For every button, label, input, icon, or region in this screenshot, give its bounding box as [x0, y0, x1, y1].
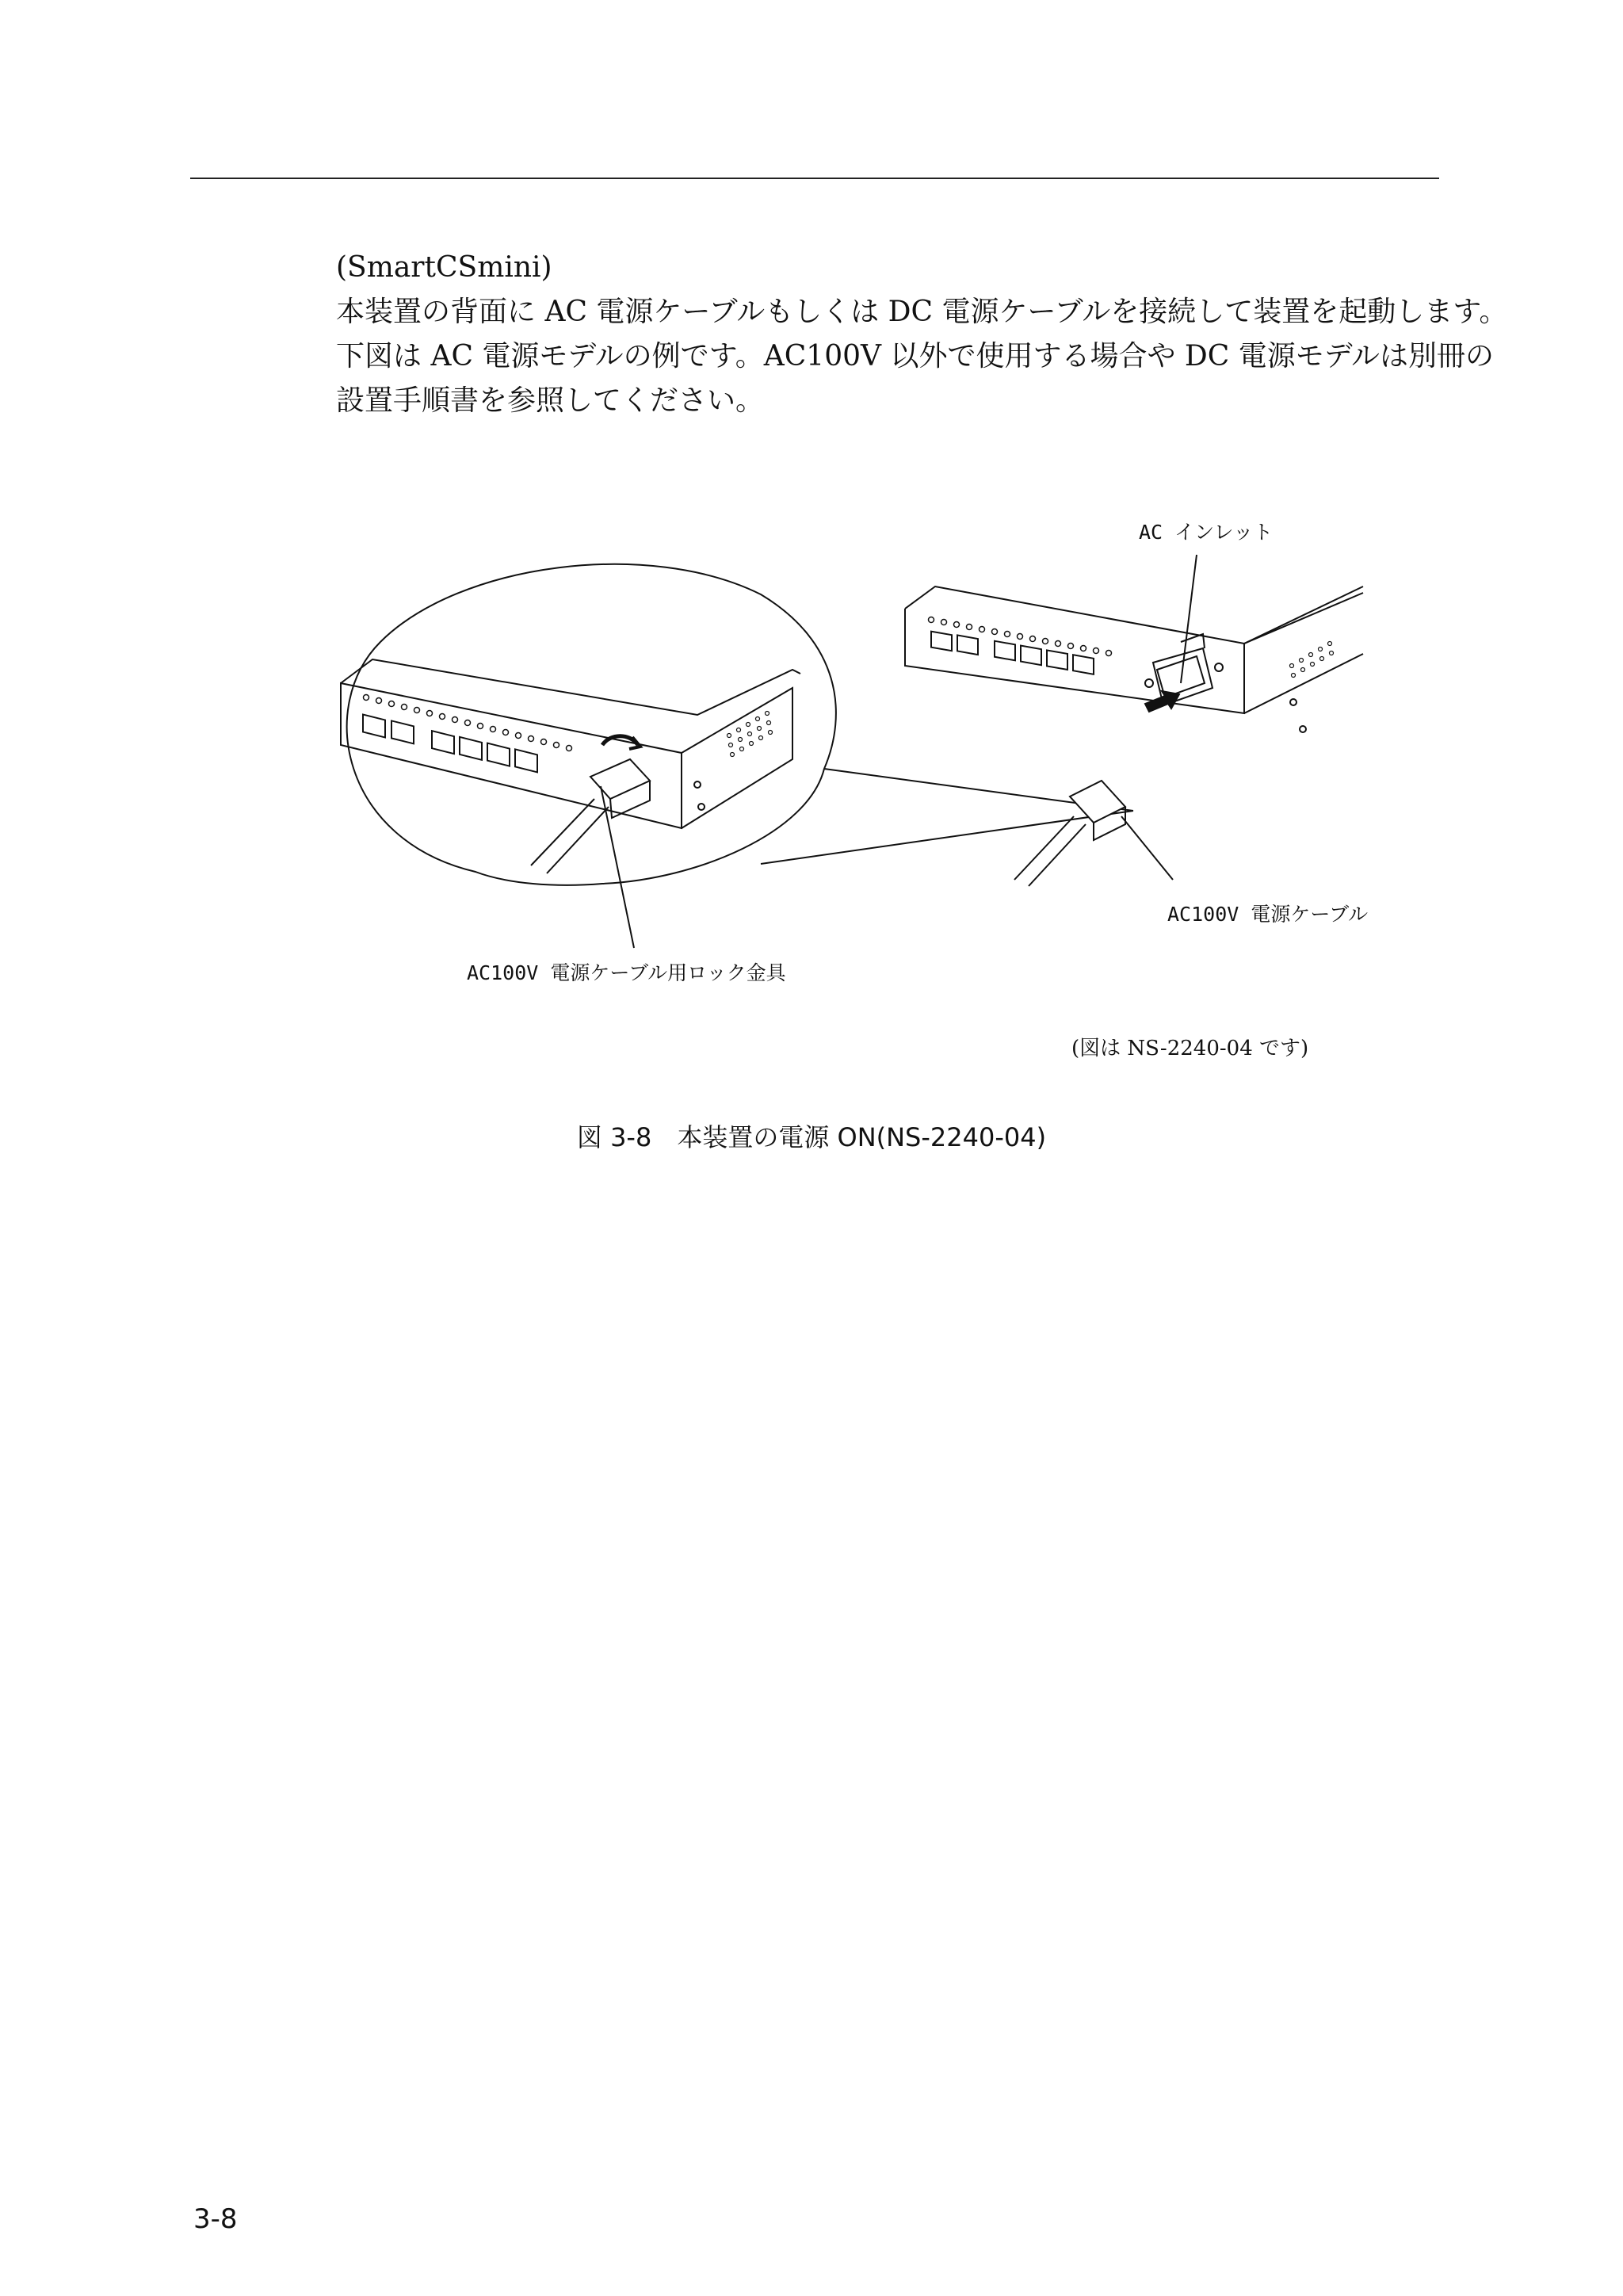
label-ac-inlet: AC インレット [1139, 521, 1274, 544]
label-power-cable: AC100V 電源ケーブル [1167, 903, 1369, 926]
leader-ac-inlet [1181, 555, 1197, 683]
figure-power-on [317, 507, 1395, 1014]
inset-ellipse [347, 564, 836, 885]
body-line-3: 設置手順書を参照してください。 [336, 384, 765, 417]
figure-caption: 図 3-8 本装置の電源 ON(NS-2240-04) [576, 1122, 1047, 1152]
inset-device [341, 659, 800, 873]
header-rule [190, 178, 1439, 179]
insert-arrow [1145, 691, 1179, 712]
main-device [905, 586, 1363, 732]
leader-power-cable [1121, 816, 1173, 880]
body-text [336, 246, 1508, 423]
body-line-2: 下図は AC 電源モデルの例です。AC100V 以外で使用する場合や DC 電源モデルは別冊の [336, 340, 1494, 372]
figure-illustration [317, 507, 1395, 1014]
inset-callout-lines [761, 769, 1133, 864]
label-lock-bracket: AC100V 電源ケーブル用ロック金具 [467, 961, 786, 984]
body-line-1: 本装置の背面に AC 電源ケーブルもしくは DC 電源ケーブルを接続して装置を起動します。 [336, 296, 1508, 328]
model-heading: (SmartCSmini) [336, 251, 552, 284]
figure-note: (図は NS-2240-04 です) [1071, 1037, 1309, 1060]
page-number: 3-8 [193, 2203, 238, 2235]
